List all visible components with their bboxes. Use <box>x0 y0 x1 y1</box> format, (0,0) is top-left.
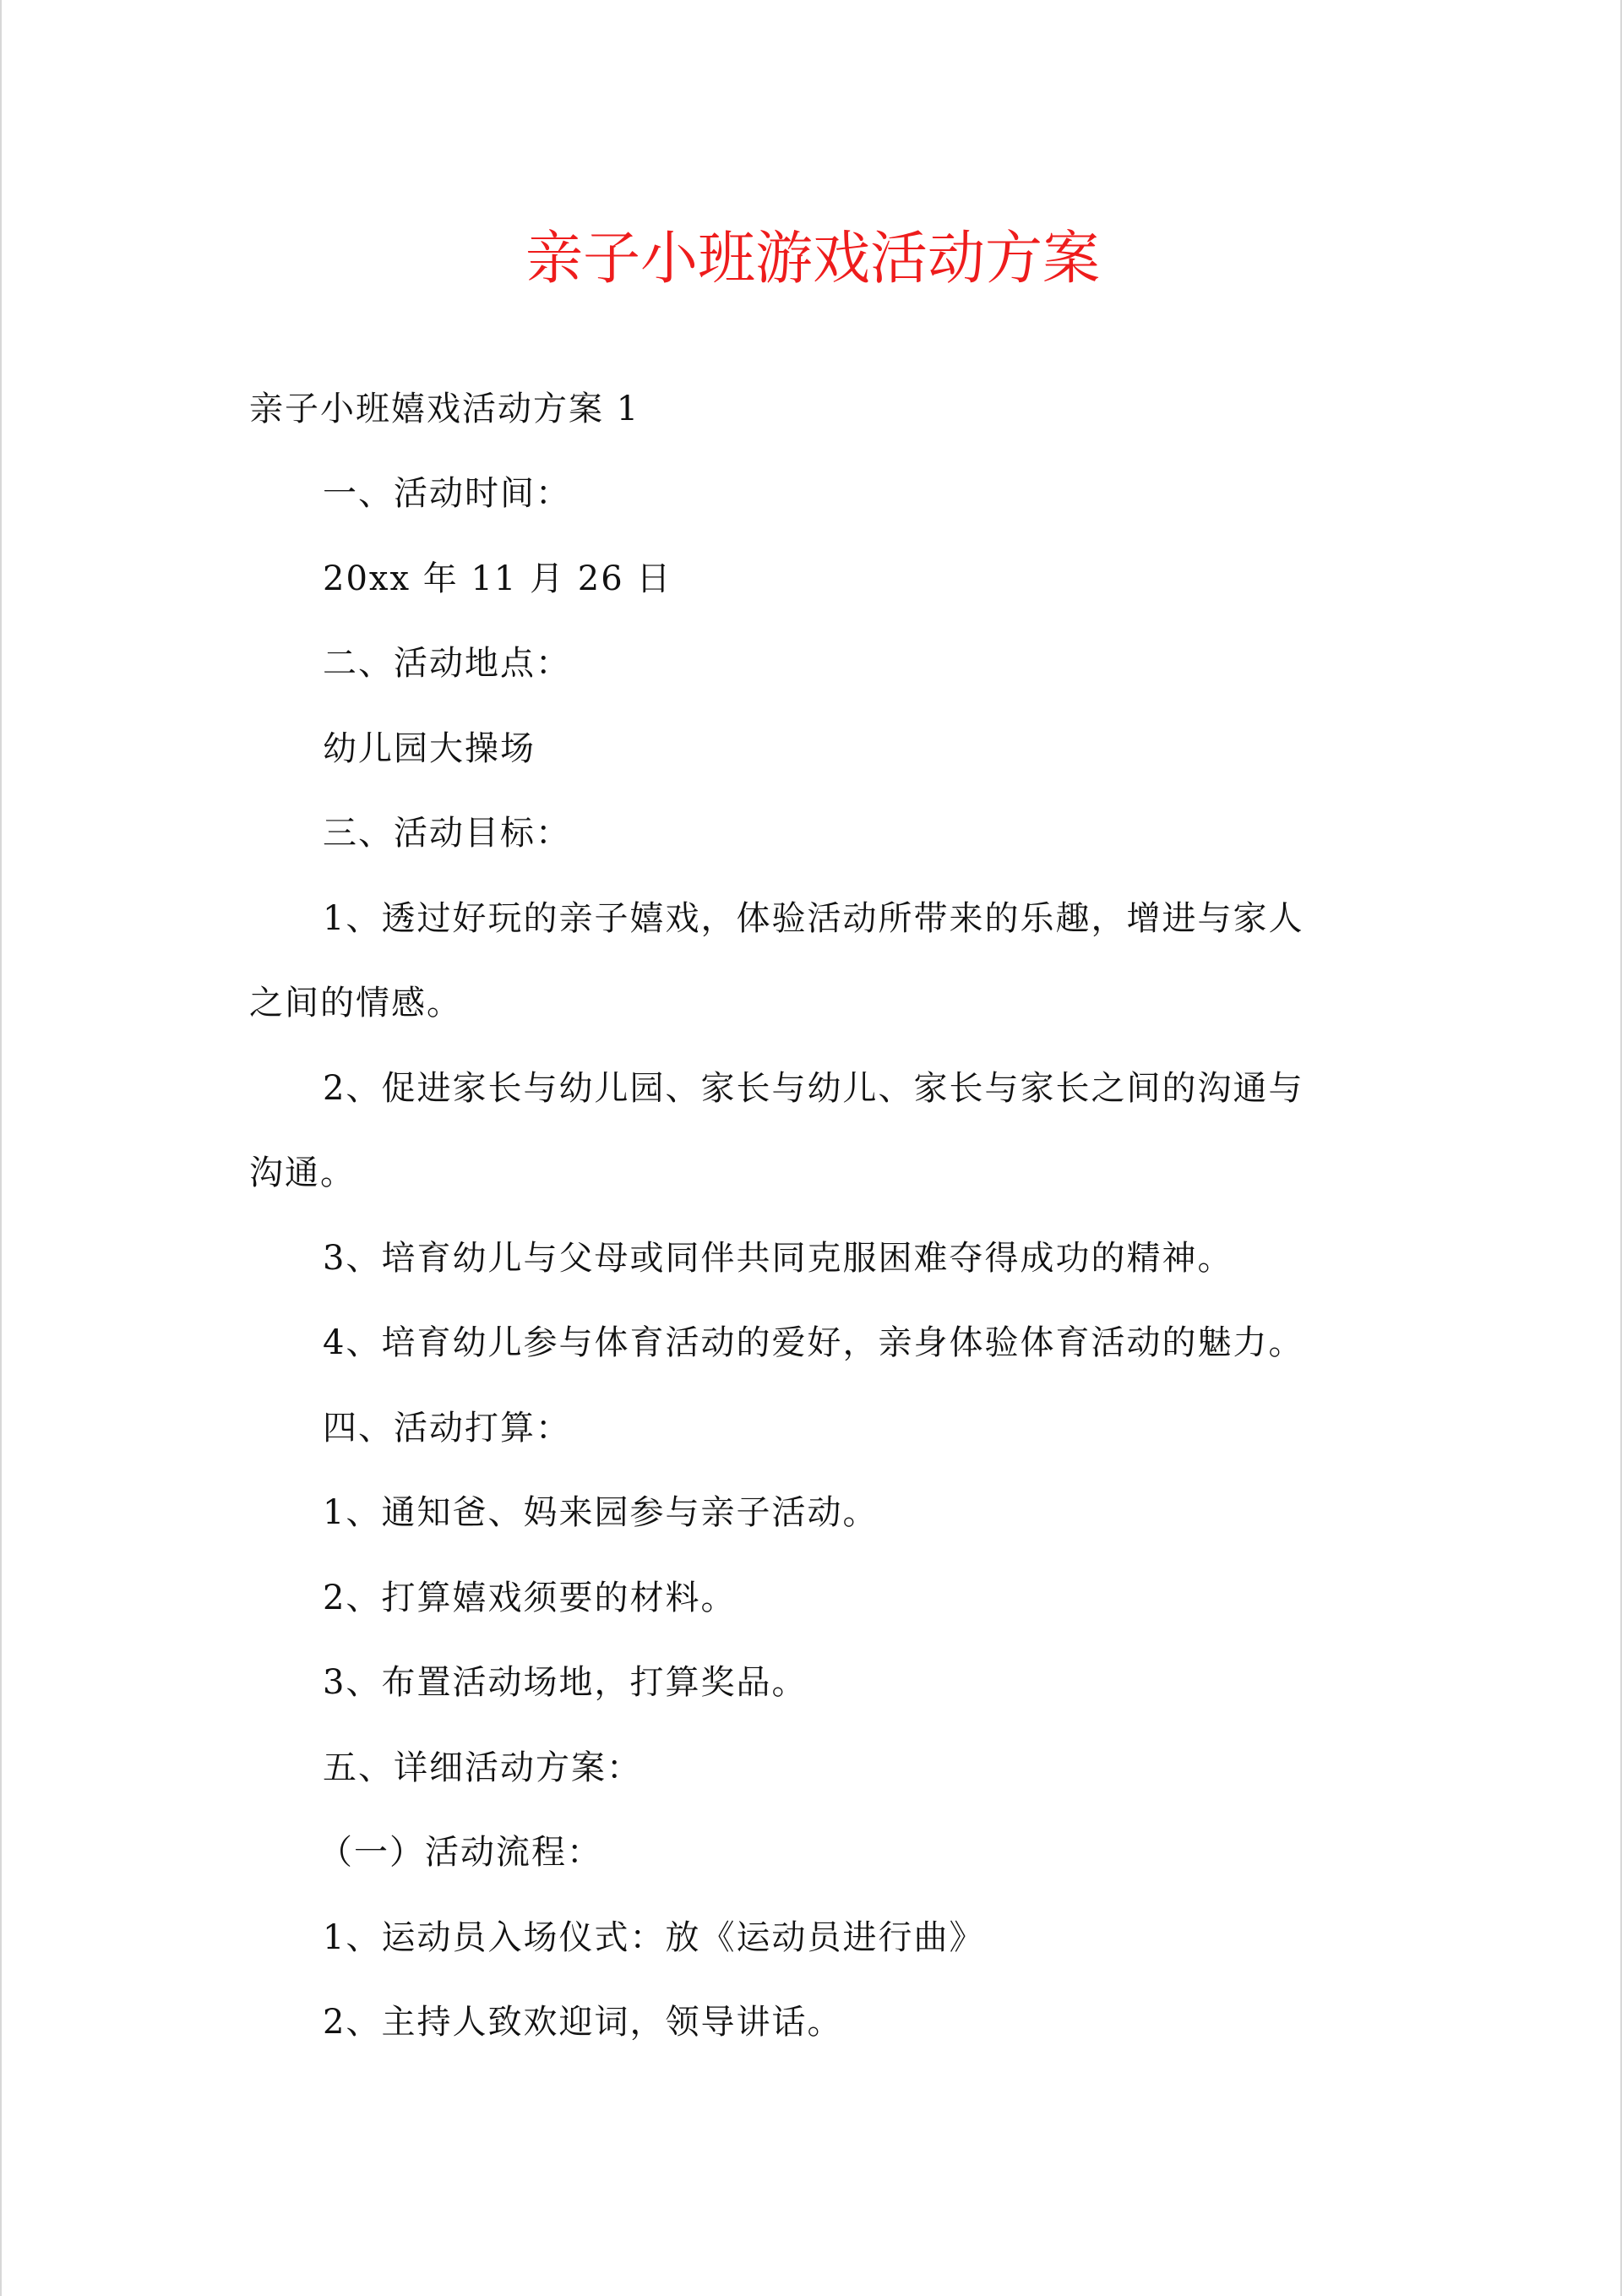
paragraph-line: 2、打算嬉戏须要的材料。 <box>323 1579 737 1617</box>
paragraph-line: 之间的情感。 <box>249 984 462 1023</box>
paragraph-line: 1、运动员入场仪式：放《运动员进行曲》 <box>323 1918 985 1957</box>
section-heading: 亲子小班嬉戏活动方案 1 <box>249 390 640 428</box>
paragraph-line: 四、活动打算： <box>323 1409 571 1448</box>
paragraph-line: 一、活动时间： <box>323 474 571 513</box>
paragraph-line: 20xx 年 11 月 26 日 <box>323 559 672 598</box>
paragraph-line: 4、培育幼儿参与体育活动的爱好，亲身体验体育活动的魅力。 <box>323 1323 1304 1362</box>
paragraph-line: 2、主持人致欢迎词，领导讲话。 <box>323 2003 843 2042</box>
paragraph-line: 二、活动地点： <box>323 644 571 683</box>
document-title: 亲子小班游戏活动方案 <box>525 226 1100 292</box>
paragraph-line: 幼儿园大操场 <box>323 729 536 768</box>
paragraph-line: 3、培育幼儿与父母或同伴共同克服困难夺得成功的精神。 <box>323 1239 1233 1278</box>
paragraph-line: 3、布置活动场地，打算奖品。 <box>323 1663 808 1702</box>
paragraph-line: 1、透过好玩的亲子嬉戏，体验活动所带来的乐趣，增进与家人 <box>323 899 1304 938</box>
paragraph-line: 三、活动目标： <box>323 814 571 853</box>
paragraph-line: 1、通知爸、妈来园参与亲子活动。 <box>323 1493 879 1532</box>
paragraph-line: （一）活动流程： <box>318 1833 602 1872</box>
paragraph-line: 五、详细活动方案： <box>323 1748 642 1787</box>
paragraph-line: 2、促进家长与幼儿园、家长与幼儿、家长与家长之间的沟通与 <box>323 1069 1304 1108</box>
paragraph-line: 沟通。 <box>249 1153 356 1192</box>
